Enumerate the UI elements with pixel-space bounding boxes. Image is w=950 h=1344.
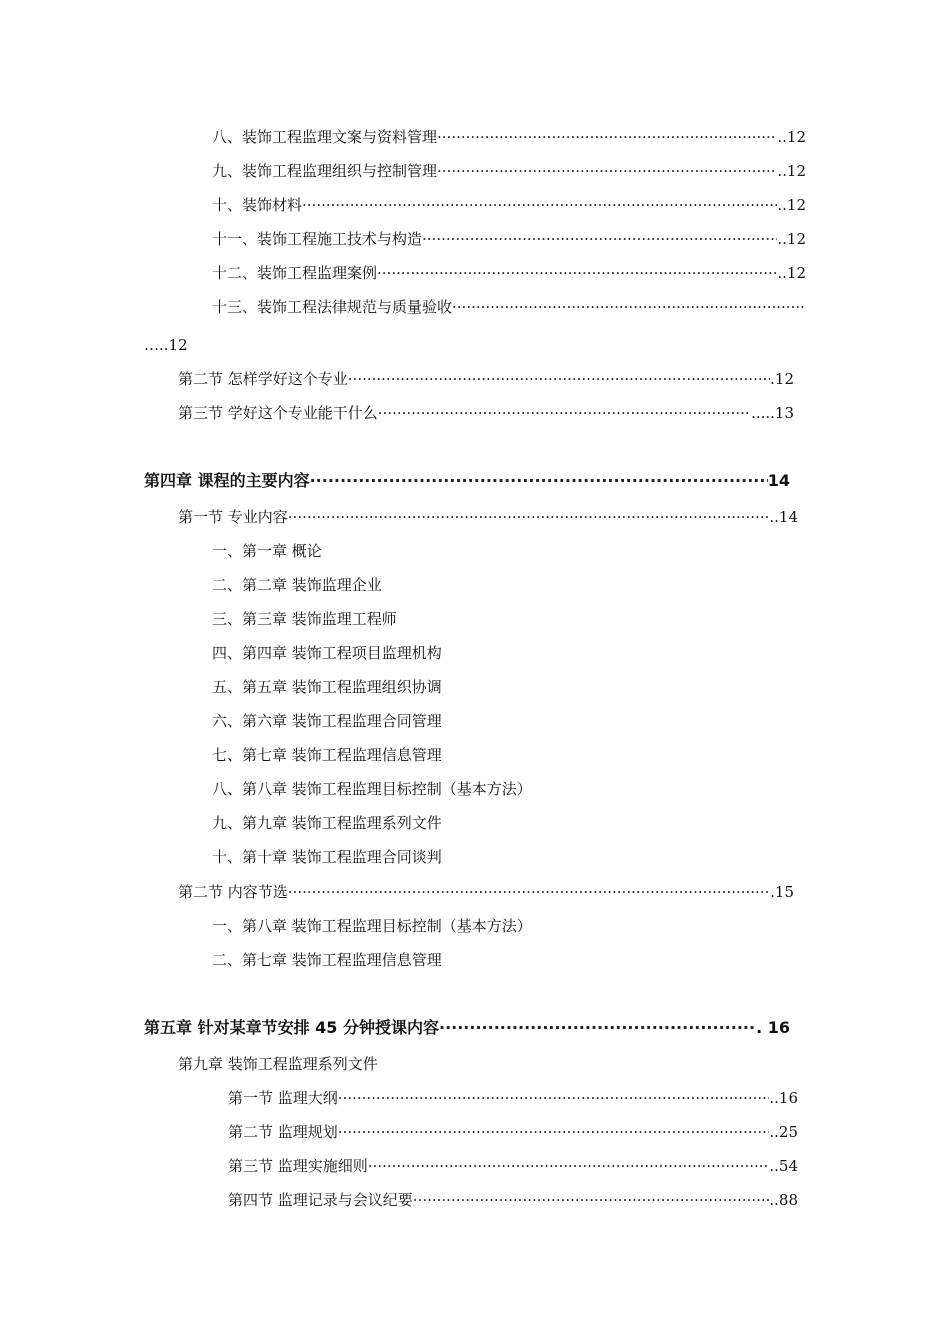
toc-entry-page: ..12 bbox=[777, 162, 806, 180]
leader-dots bbox=[338, 1086, 770, 1110]
leader-dots bbox=[288, 505, 770, 529]
toc-entry-title: 第二节 怎样学好这个专业 bbox=[178, 370, 348, 388]
toc-section[interactable] bbox=[178, 401, 794, 425]
toc-section[interactable] bbox=[228, 1086, 798, 1110]
leader-dots bbox=[348, 367, 770, 391]
toc-entry-page: .12 bbox=[770, 370, 794, 388]
list-item: 五、第五章 装饰工程监理组织协调 bbox=[212, 678, 442, 696]
toc-entry-page: ..12 bbox=[777, 230, 806, 248]
leader-dots bbox=[310, 469, 768, 493]
toc-entry-page: ..25 bbox=[769, 1123, 798, 1141]
toc-entry-page: ..12 bbox=[777, 264, 806, 282]
toc-entry-title: 第三节 监理实施细则 bbox=[228, 1157, 368, 1175]
list-item: 六、第六章 装饰工程监理合同管理 bbox=[212, 712, 442, 730]
toc-entry-page: .15 bbox=[770, 883, 794, 901]
list-item: 三、第三章 装饰监理工程师 bbox=[212, 610, 397, 628]
toc-entry-wrapped[interactable] bbox=[212, 295, 806, 319]
toc-section[interactable] bbox=[178, 880, 794, 904]
toc-entry-title: 第四节 监理记录与会议纪要 bbox=[228, 1191, 413, 1209]
toc-section[interactable] bbox=[228, 1120, 798, 1144]
leader-dots bbox=[302, 193, 777, 217]
toc-chapter[interactable] bbox=[144, 1016, 790, 1040]
leader-dots bbox=[452, 295, 806, 319]
toc-entry-title: 第二节 监理规划 bbox=[228, 1123, 338, 1141]
toc-subheading: 第九章 装饰工程监理系列文件 bbox=[178, 1055, 378, 1073]
list-item: 二、第二章 装饰监理企业 bbox=[212, 576, 382, 594]
toc-entry[interactable] bbox=[212, 159, 806, 183]
toc-entry[interactable] bbox=[212, 125, 806, 149]
toc-entry-title: 九、装饰工程监理组织与控制管理 bbox=[212, 162, 438, 180]
toc-entry-page: ..14 bbox=[769, 508, 798, 526]
leader-dots bbox=[422, 227, 777, 251]
leader-dots bbox=[413, 1188, 770, 1212]
toc-entry-page: ..12 bbox=[777, 128, 806, 146]
toc-chapter[interactable] bbox=[144, 469, 790, 493]
leader-dots bbox=[288, 880, 770, 904]
list-item: 二、第七章 装饰工程监理信息管理 bbox=[212, 951, 442, 969]
list-item: 一、第八章 装饰工程监理目标控制（基本方法） bbox=[212, 917, 532, 935]
toc-entry-title: 十二、装饰工程监理案例 bbox=[212, 264, 378, 282]
leader-dots bbox=[377, 261, 777, 285]
toc-entry-page: .....13 bbox=[751, 404, 794, 422]
leader-dots bbox=[437, 159, 777, 183]
list-item: 一、第一章 概论 bbox=[212, 542, 322, 560]
toc-entry-page: ..12 bbox=[777, 196, 806, 214]
toc-entry[interactable] bbox=[212, 193, 806, 217]
toc-entry-title: 第三节 学好这个专业能干什么 bbox=[178, 404, 378, 422]
toc-entry-title: 第二节 内容节选 bbox=[178, 883, 288, 901]
toc-section[interactable] bbox=[178, 505, 798, 529]
toc-entry-title: 十三、装饰工程法律规范与质量验收 bbox=[212, 298, 453, 316]
toc-entry-title: 八、装饰工程监理文案与资料管理 bbox=[212, 128, 438, 146]
list-item: 七、第七章 装饰工程监理信息管理 bbox=[212, 746, 442, 764]
toc-chapter-title: 第四章 课程的主要内容 bbox=[144, 471, 310, 490]
toc-entry-title: 第一节 监理大纲 bbox=[228, 1089, 338, 1107]
leader-dots bbox=[437, 125, 777, 149]
toc-entry-title: 十、装饰材料 bbox=[212, 196, 303, 214]
toc-entry-page: ..54 bbox=[769, 1157, 798, 1175]
toc-entry-title: 十一、装饰工程施工技术与构造 bbox=[212, 230, 423, 248]
toc-entry[interactable] bbox=[212, 261, 806, 285]
list-item: 四、第四章 装饰工程项目监理机构 bbox=[212, 644, 442, 662]
toc-entry-page: ..88 bbox=[769, 1191, 798, 1209]
leader-dots bbox=[439, 1016, 756, 1040]
list-item: 十、第十章 装饰工程监理合同谈判 bbox=[212, 848, 442, 866]
leader-dots bbox=[378, 401, 751, 425]
toc-entry-continuation: …..12 bbox=[144, 336, 188, 354]
list-item: 八、第八章 装饰工程监理目标控制（基本方法） bbox=[212, 780, 532, 798]
toc-chapter-page: 14 bbox=[767, 471, 790, 490]
toc-section[interactable] bbox=[178, 367, 794, 391]
toc-entry-title: 第一节 专业内容 bbox=[178, 508, 288, 526]
toc-entry-page: ..16 bbox=[769, 1089, 798, 1107]
toc-entry[interactable] bbox=[212, 227, 806, 251]
toc-chapter-title: 第五章 针对某章节安排 45 分钟授课内容 bbox=[144, 1018, 439, 1037]
toc-section[interactable] bbox=[228, 1188, 798, 1212]
toc-chapter-page: . 16 bbox=[756, 1018, 790, 1037]
leader-dots bbox=[338, 1120, 770, 1144]
leader-dots bbox=[368, 1154, 770, 1178]
toc-section[interactable] bbox=[228, 1154, 798, 1178]
list-item: 九、第九章 装饰工程监理系列文件 bbox=[212, 814, 442, 832]
